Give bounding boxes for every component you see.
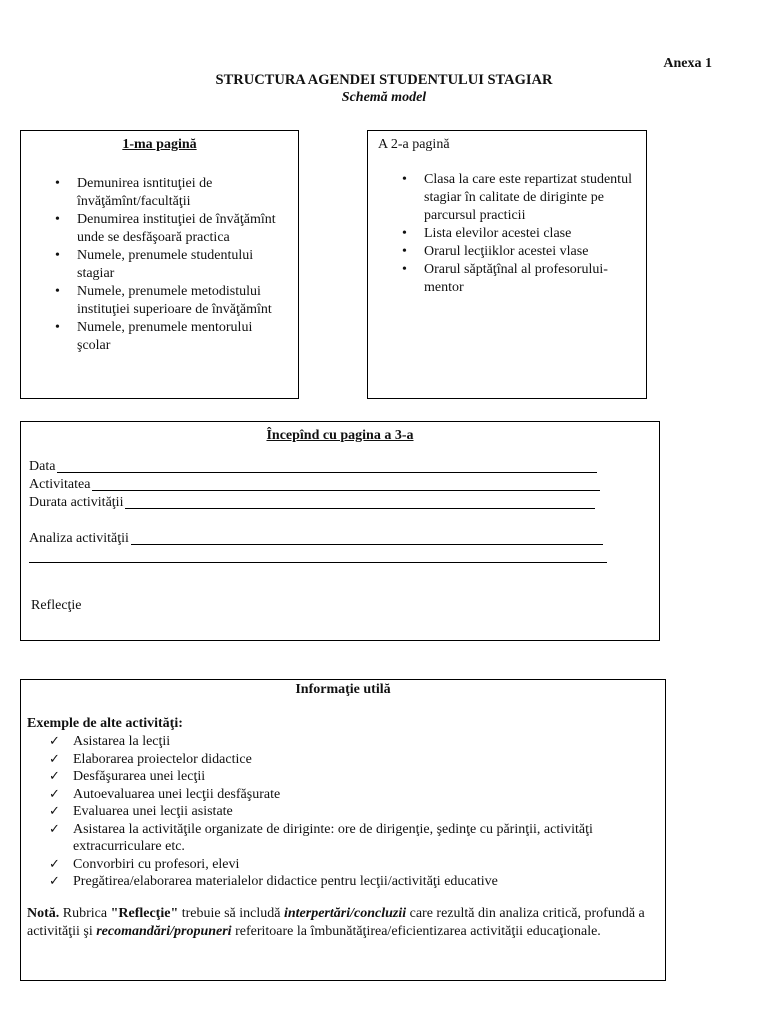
third-page-heading: Începînd cu pagina a 3-a (266, 428, 414, 443)
second-page-box (367, 130, 647, 399)
activity-field-line[interactable] (92, 476, 600, 491)
document-subtitle: Schemă model (341, 90, 427, 105)
useful-info-box (20, 679, 666, 981)
duration-field-label: Durata activităţii (29, 495, 124, 510)
list-item: • Numele, prenumele metodistului instituţiei superioare de învăţămînt (77, 283, 288, 319)
first-page-list (77, 175, 288, 355)
note-emphasis: recomandări/propuneri (96, 923, 232, 939)
list-item: • Denumirea instituţiei de învăţămînt unde se desfăşoară practica (77, 211, 288, 247)
analysis-field-row (29, 530, 659, 548)
analysis-field-line[interactable] (131, 530, 603, 545)
list-item: • Demunirea isntituţiei de învăţămînt/facultăţii (77, 175, 288, 211)
list-item: • Numele, prenumele mentorului şcolar (77, 319, 288, 355)
document-title: STRUCTURA AGENDEI STUDENTULUI STAGIAR (215, 72, 553, 88)
list-item: ✓ Pregătirea/elaborarea materialelor didactice pentru lecţii/activităţi educative (73, 873, 665, 891)
duration-field-line[interactable] (125, 494, 595, 509)
note-text: care rezultă din analiza critică, profundă a activităţii şi (27, 905, 645, 939)
duration-field-row (29, 494, 659, 512)
list-item: ✓ Desfăşurarea unei lecţii (73, 768, 665, 786)
note-text: Rubrica (59, 905, 111, 921)
reflection-label: Reflecţie (31, 598, 82, 613)
note-label: Notă. (27, 905, 60, 921)
activity-field-label: Activitatea (29, 477, 91, 492)
list-item: • Clasa la care este repartizat studentul stagiar în calitate de diriginte pe parcursul practicii (424, 171, 632, 225)
list-item: • Numele, prenumele studentului stagiar (77, 247, 288, 283)
analysis-field-label: Analiza activităţii (29, 531, 129, 546)
note-emphasis: interpertări/concluzii (283, 905, 407, 921)
second-page-heading: A 2-a pagină (378, 137, 450, 152)
list-item: • Orarul lecţiiklor acestei vlase (424, 243, 632, 261)
list-item: ✓ Elaborarea proiectelor didactice (73, 751, 665, 769)
note-term: "Reflecţie" (110, 905, 179, 921)
list-item: • Lista elevilor acestei clase (424, 225, 632, 243)
first-page-box (20, 130, 299, 399)
analysis-extra-line[interactable] (29, 548, 607, 563)
data-field-row (29, 458, 659, 476)
list-item: • Orarul săptăţînal al profesorului-mentor (424, 261, 632, 297)
second-page-list (424, 171, 632, 297)
note-text: trebuie să includă (178, 905, 284, 921)
list-item: ✓ Convorbiri cu profesori, elevi (73, 856, 665, 874)
first-page-heading: 1-ma pagină (122, 137, 197, 152)
useful-info-heading: Informaţie utilă (295, 682, 391, 697)
list-item: ✓ Asistarea la activităţile organizate de diriginte: ore de dirigenţie, şedinţe cu părinţii, activităţi extracurriculare etc. (73, 821, 665, 856)
analysis-extra-row (29, 548, 659, 566)
examples-list (21, 733, 665, 891)
data-field-label: Data (29, 459, 56, 474)
list-item: ✓ Evaluarea unei lecţii asistate (73, 803, 665, 821)
note-paragraph (27, 905, 657, 941)
activity-field-row (29, 476, 659, 494)
annex-label: Anexa 1 (663, 56, 712, 71)
note-text: referitoare la îmbunătăţirea/eficientizarea activităţii educaţionale. (231, 923, 601, 939)
list-item: ✓ Autoevaluarea unei lecţii desfăşurate (73, 786, 665, 804)
list-item: ✓ Asistarea la lecţii (73, 733, 665, 751)
examples-title: Exemple de alte activităţi: (27, 716, 183, 731)
data-field-line[interactable] (57, 458, 597, 473)
third-page-box (20, 421, 660, 641)
